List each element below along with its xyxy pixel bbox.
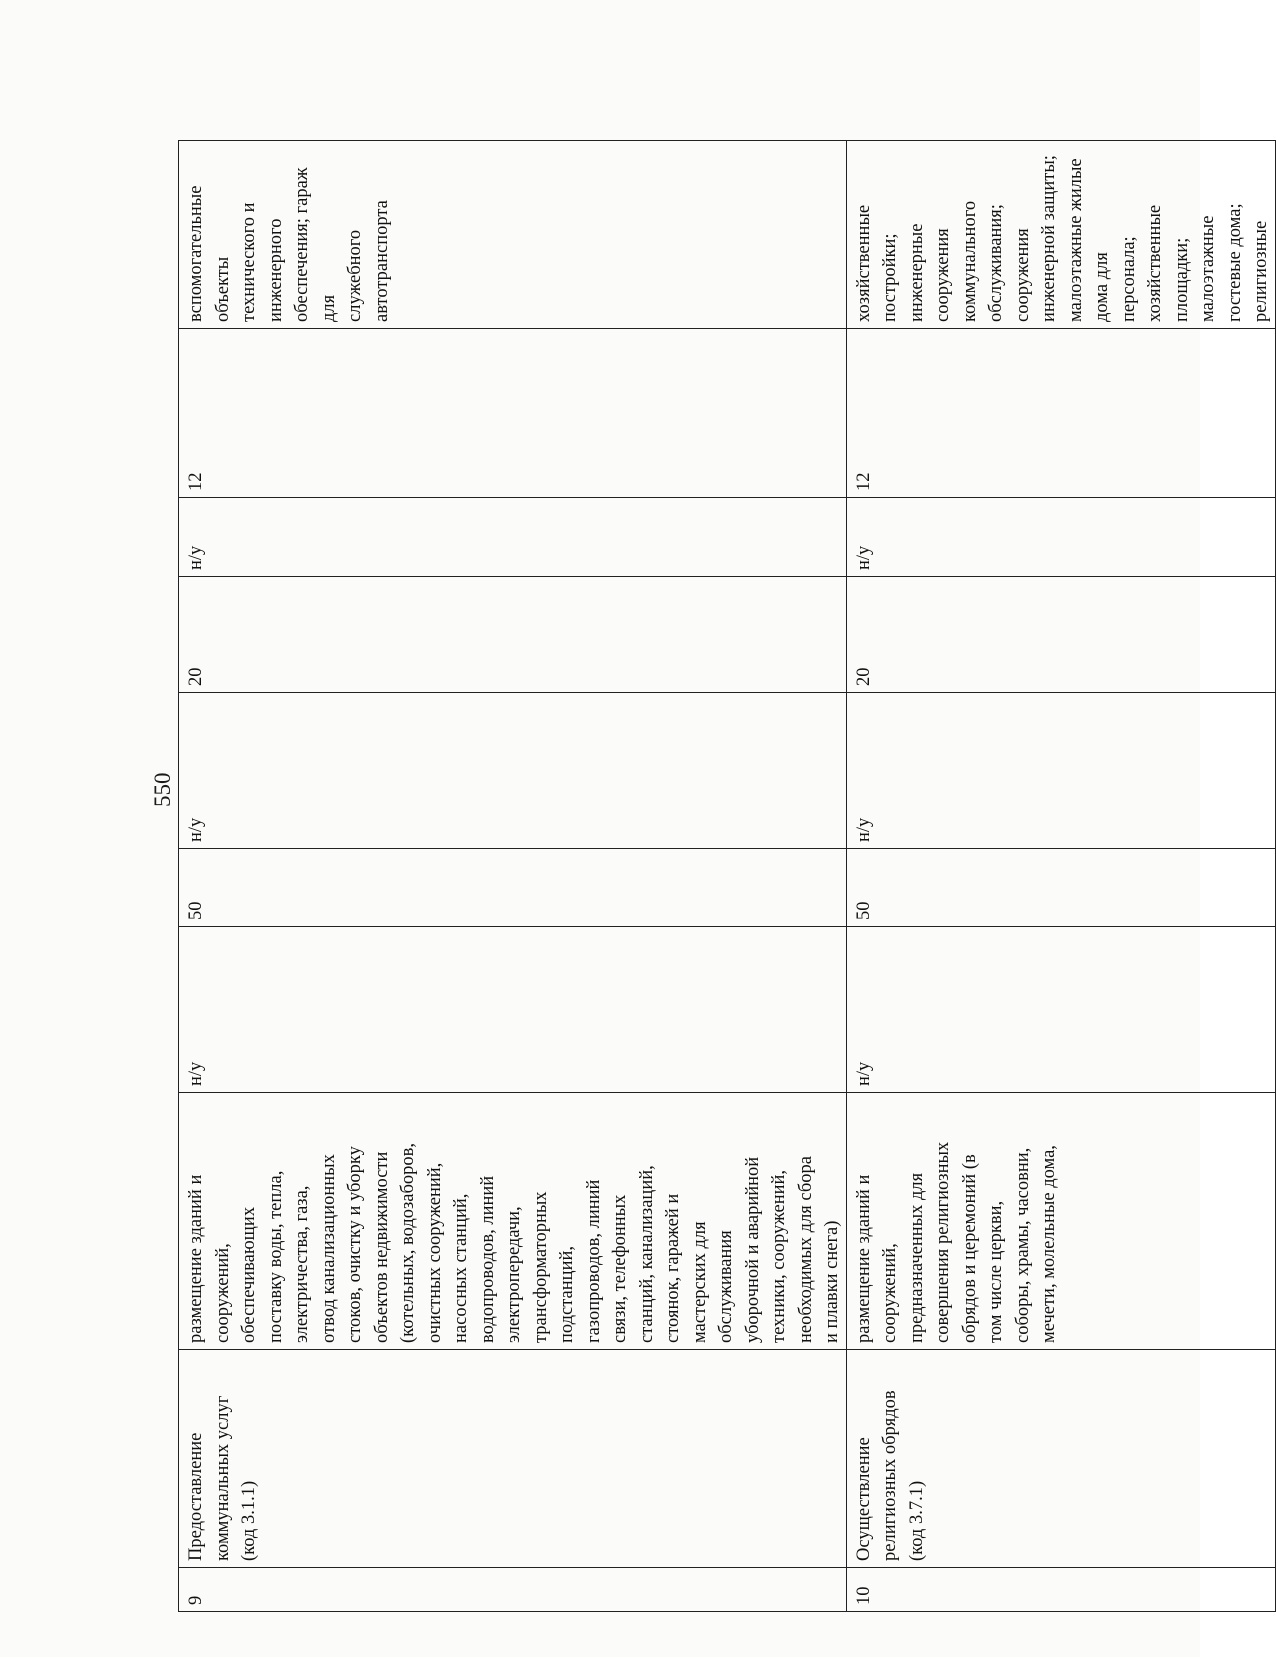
land-use-description-cell: размещение зданий и сооружений, предназначенных для совершения религиозных обрядов и церемоний (в том числе церкви, соборы, храмы, часовни, мечети, молельные дома, (846, 1093, 1275, 1350)
table-row (179, 141, 847, 1612)
param-cell-1: н/у (846, 927, 1275, 1093)
row-number-cell: 9 (179, 1568, 847, 1612)
param-cell-4: 20 (846, 577, 1275, 693)
land-use-name-cell: Предоставление коммунальных услуг (код 3.1.1) (179, 1350, 847, 1568)
auxiliary-objects-cell: вспомогательные объекты технического и инженерного обеспечения; гараж для служебного автотранспорта (179, 141, 847, 329)
land-use-table (178, 140, 1276, 1612)
table-row (846, 141, 1275, 1612)
page-number: 550 (150, 772, 175, 807)
land-use-table-rotated (178, 141, 1271, 1612)
param-cell-2: 50 (179, 849, 847, 927)
param-cell-5: н/у (846, 498, 1275, 577)
param-cell-6: 12 (179, 329, 847, 498)
param-cell-3: н/у (179, 693, 847, 849)
param-cell-1: н/у (179, 927, 847, 1093)
param-cell-6: 12 (846, 329, 1275, 498)
param-cell-2: 50 (846, 849, 1275, 927)
param-cell-5: н/у (179, 498, 847, 577)
auxiliary-objects-cell: хозяйственные постройки; инженерные сооружения коммунального обслуживания; сооружения инженерной защиты; малоэтажные жилые дома для персонала; хозяйственные площадки; малоэтажные гостевые дома; религиозные (846, 141, 1275, 329)
param-cell-4: 20 (179, 577, 847, 693)
param-cell-3: н/у (846, 693, 1275, 849)
land-use-description-cell: размещение зданий и сооружений, обеспечивающих поставку воды, тепла, электричества, газа, отвод канализационных стоков, очистку и уборку объектов недвижимости (котельных, водозаборов, очистных сооружений, насосных станций, водопроводов, линий электропередачи, трансформаторных подстанций, газопроводов, линий связи, телефонных станций, канализаций, стоянок, гаражей и мастерских для обслуживания уборочной и аварийной техники, сооружений, необходимых для сбора и плавки снега) (179, 1093, 847, 1350)
row-number-cell: 10 (846, 1568, 1275, 1612)
land-use-name-cell: Осуществление религиозных обрядов (код 3.7.1) (846, 1350, 1275, 1568)
